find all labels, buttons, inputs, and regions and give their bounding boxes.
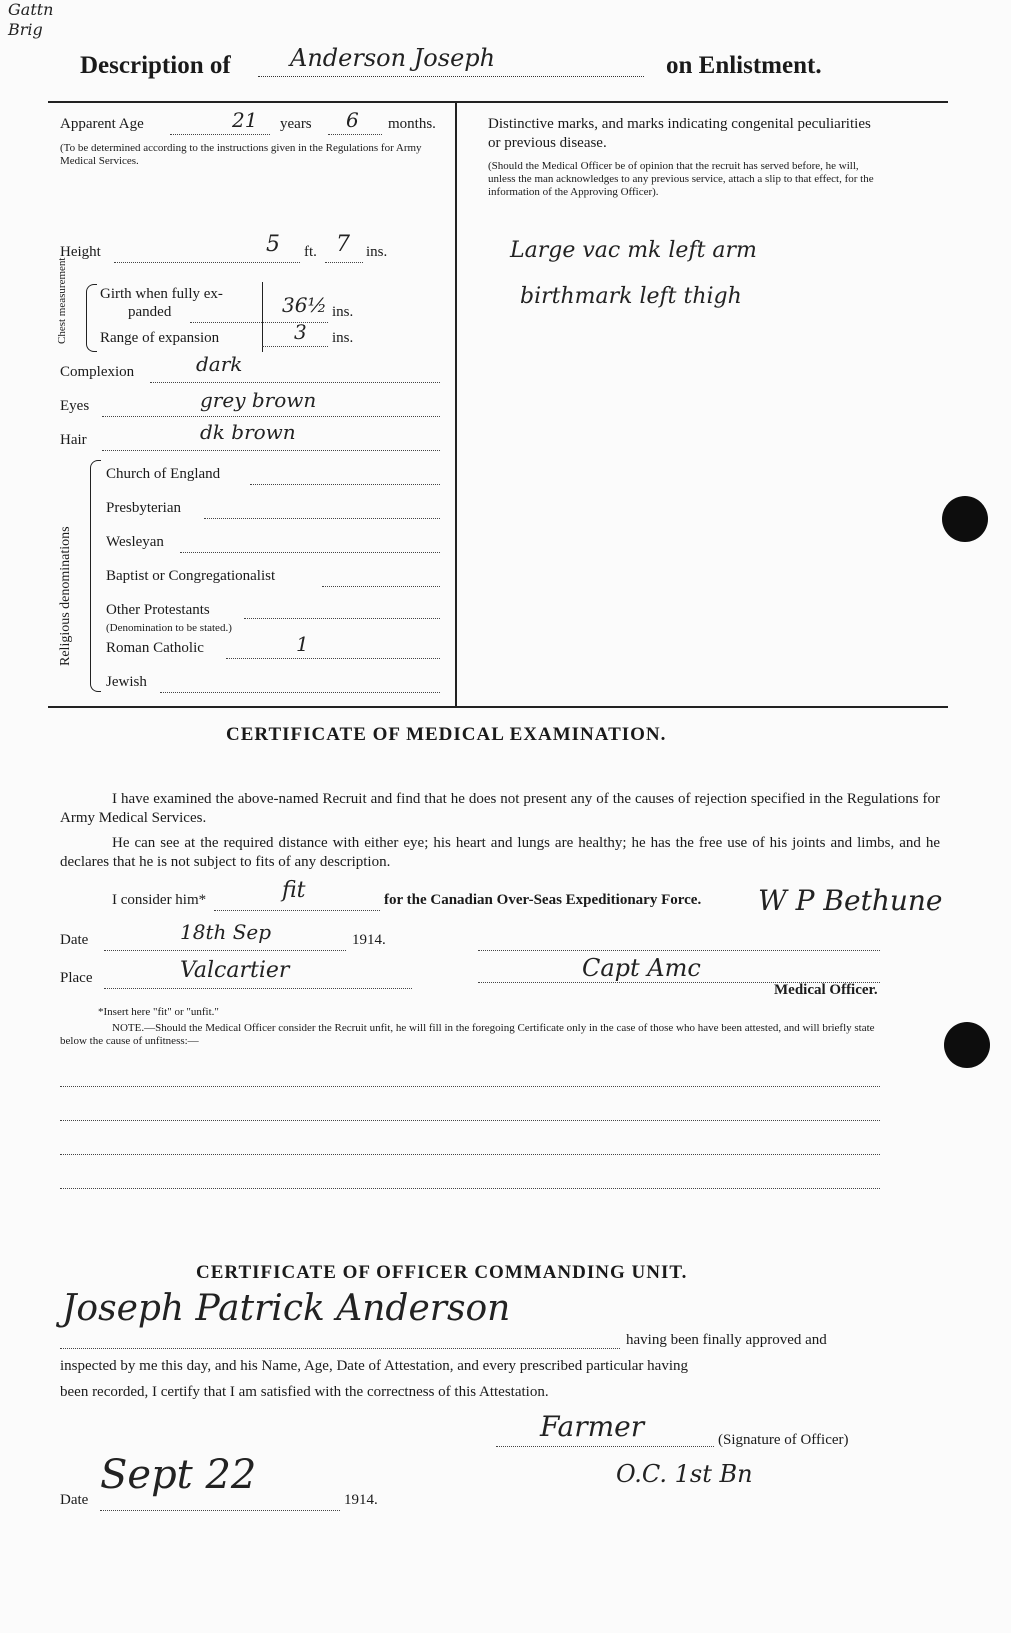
height-ft-line [114, 262, 300, 263]
chest-bracket [86, 284, 97, 352]
girth-value: 36½ [282, 293, 327, 317]
place-value: Valcartier [180, 958, 290, 983]
commanding-text-2: inspected by me this day, and his Name, Age, Date of Attestation, and every prescribed particular having [60, 1358, 689, 1374]
religion-line-4 [244, 618, 440, 619]
complexion-label: Complexion [60, 364, 135, 380]
unfit-line-3 [60, 1154, 880, 1155]
commanding-name-line [60, 1348, 620, 1349]
eyes-value: grey brown [200, 388, 317, 412]
unfit-line-2 [60, 1120, 880, 1121]
commanding-unit: O.C. 1st Bn [616, 1460, 753, 1488]
commanding-date-line [100, 1510, 340, 1511]
top-rule [48, 101, 948, 103]
unfit-line-1 [60, 1086, 880, 1087]
medical-para-1: I have examined the above-named Recruit and find that he does not present any of the causes of rejection specified in the Regulations for Army Medical Services. [60, 791, 940, 826]
religion-line-1 [204, 518, 440, 519]
medical-title: CERTIFICATE OF MEDICAL EXAMINATION. [226, 724, 667, 745]
height-label: Height [60, 244, 101, 260]
hair-label: Hair [60, 432, 87, 448]
commanding-title: CERTIFICATE OF OFFICER COMMANDING UNIT. [196, 1262, 688, 1283]
religion-item-wesleyan: Wesleyan [106, 534, 164, 550]
medical-sig-line [478, 950, 880, 951]
chest-side-label: Chest measurement [56, 257, 68, 344]
marks-line1: Large vac mk left arm [510, 238, 757, 263]
fit-value: fit [282, 878, 306, 903]
religion-item-baptist: Baptist or Congregationalist [106, 568, 276, 584]
medical-date-line [104, 950, 346, 951]
place-label: Place [60, 970, 93, 986]
range-unit: ins. [332, 330, 354, 346]
range-line [262, 346, 328, 347]
age-years-label: years [280, 116, 312, 132]
girth-label-1: Girth when fully ex- [100, 286, 223, 302]
hair-value: dk brown [200, 420, 296, 444]
height-ins-line [325, 262, 363, 263]
margin-note-line1: Gattn [8, 0, 54, 19]
header-left: Description of [80, 52, 231, 79]
medical-rank: Capt Amc [582, 954, 701, 982]
unfit-note: NOTE.—Should the Medical Officer consider the Recruit unfit, he will fill in the foregoing Certificate only in the case of those who have been attested, and will briefly state below the cause of unfitness:— [60, 1022, 875, 1047]
complexion-line [150, 382, 440, 383]
medical-signature: W P Bethune [758, 884, 943, 917]
range-label: Range of expansion [100, 330, 220, 346]
religion-item-church-of-england: Church of England [106, 466, 221, 482]
hair-line [102, 450, 440, 451]
height-ft: 5 [266, 232, 280, 257]
margin-note [8, 0, 53, 40]
age-years: 21 [232, 108, 258, 132]
marks-line2: birthmark left thigh [520, 284, 742, 309]
medical-para-2: He can see at the required distance with either eye; his heart and lungs are healthy; he has the free use of his joints and limbs, and he declares that he is not subject to fits of any description. [60, 835, 940, 870]
height-ft-label: ft. [304, 244, 317, 260]
commanding-text-3: been recorded, I certify that I am satisfied with the correctness of this Attestation. [60, 1384, 549, 1400]
religion-other-note: (Denomination to be stated.) [106, 622, 232, 634]
age-note: (To be determined according to the instructions given in the Regulations for Army Medical Services. [60, 142, 422, 167]
eyes-label: Eyes [60, 398, 90, 414]
column-divider [455, 101, 457, 706]
commanding-date-label: Date [60, 1492, 89, 1508]
age-years-line [170, 134, 270, 135]
insert-note: *Insert here "fit" or "unfit." [98, 1006, 219, 1018]
eyes-line [102, 416, 440, 417]
commanding-sig-line [496, 1446, 714, 1447]
commanding-name: Joseph Patrick Anderson [62, 1288, 511, 1329]
chest-divider [262, 282, 263, 352]
header-right: on Enlistment. [666, 52, 822, 79]
religion-item-presbyterian: Presbyterian [106, 500, 181, 516]
religion-line-5 [226, 658, 440, 659]
place-line [104, 988, 412, 989]
religion-rc-mark: 1 [296, 632, 309, 656]
punch-hole-bottom [944, 1022, 990, 1068]
religion-line-2 [180, 552, 440, 553]
height-ins: 7 [336, 232, 350, 257]
complexion-value: dark [196, 352, 243, 376]
commanding-signature: Farmer [540, 1410, 645, 1443]
consider-line [214, 910, 380, 911]
religion-line-6 [160, 692, 440, 693]
age-months-line [328, 134, 382, 135]
religion-item-jewish: Jewish [106, 674, 147, 690]
punch-hole-top [942, 496, 988, 542]
age-label: Apparent Age [60, 116, 144, 132]
age-months: 6 [346, 108, 359, 132]
consider-label: I consider him* [112, 892, 207, 908]
religion-item-roman-catholic: Roman Catholic [106, 640, 204, 656]
medical-year: 1914. [352, 932, 386, 948]
religion-line-3 [322, 586, 440, 587]
commanding-date-value: Sept 22 [100, 1452, 257, 1498]
medical-officer-label: Medical Officer. [774, 982, 878, 998]
commanding-text-1: having been finally approved and [626, 1332, 827, 1348]
age-months-label: months. [388, 116, 436, 132]
force-label: for the Canadian Over-Seas Expeditionary Force. [384, 892, 702, 908]
unfit-line-4 [60, 1188, 880, 1189]
medical-date-label: Date [60, 932, 89, 948]
header-name: Anderson Joseph [290, 44, 496, 72]
bottom-rule [48, 706, 948, 708]
commanding-year: 1914. [344, 1492, 378, 1508]
marks-note: (Should the Medical Officer be of opinion that the recruit has served before, he will, unless the man acknowledges to any previous service, attach a slip to that effect, for the information of the Approving Officer). [488, 160, 874, 198]
marks-heading: Distinctive marks, and marks indicating congenital peculiarities or previous disease. [488, 116, 871, 151]
religion-item-other-protestants: Other Protestants [106, 602, 210, 618]
medical-date-value: 18th Sep [180, 920, 272, 944]
religion-bracket [90, 460, 101, 692]
girth-unit: ins. [332, 304, 354, 320]
girth-line [190, 322, 328, 323]
commanding-sig-label: (Signature of Officer) [718, 1432, 849, 1448]
margin-note-line2: Brig [8, 20, 43, 39]
range-value: 3 [294, 320, 307, 344]
girth-label-2: panded [128, 304, 172, 320]
header-name-line [258, 76, 644, 77]
religion-line-0 [250, 484, 440, 485]
religion-side-label: Religious denominations [58, 526, 73, 666]
height-ins-label: ins. [366, 244, 388, 260]
